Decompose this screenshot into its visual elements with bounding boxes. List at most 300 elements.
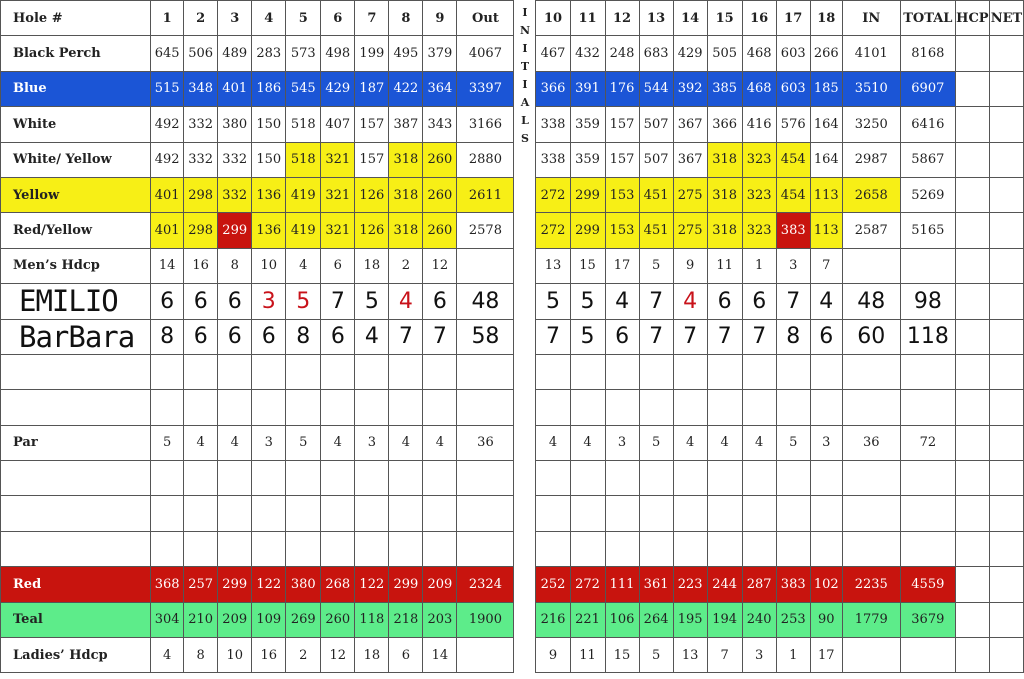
yardage-cell: 419 [286, 177, 321, 212]
blank-cell [355, 354, 389, 389]
yardage-cell: 401 [218, 71, 252, 106]
header-hole: 13 [639, 1, 673, 36]
blank-cell [389, 354, 423, 389]
in-cell [842, 248, 900, 283]
hcp-cell [955, 213, 989, 248]
yardage-cell: 122 [355, 567, 389, 602]
yardage-cell: 683 [639, 36, 673, 71]
blank-cell [955, 390, 989, 425]
yardage-cell: 7 [707, 638, 742, 673]
yardage-cell: 195 [673, 602, 707, 637]
yardage-cell: 187 [355, 71, 389, 106]
blank-cell [707, 390, 742, 425]
header-hole: 15 [707, 1, 742, 36]
blank-cell [776, 531, 810, 566]
score-cell: 4 [389, 284, 423, 319]
blank-cell [810, 461, 842, 496]
yardage-cell: 338 [536, 107, 570, 142]
blank-cell [673, 461, 707, 496]
blank-cell [776, 354, 810, 389]
yardage-cell: 4 [218, 425, 252, 460]
yardage-cell: 506 [184, 36, 218, 71]
blank-cell [252, 496, 286, 531]
yardage-cell: 573 [286, 36, 321, 71]
row-label: White [1, 107, 151, 142]
blank-cell [570, 390, 605, 425]
tee-row [1, 107, 1024, 142]
blank-cell [605, 390, 639, 425]
yardage-cell: 4 [570, 425, 605, 460]
in-cell: 2658 [842, 177, 900, 212]
yardage-cell: 4 [321, 425, 355, 460]
total-cell: 5867 [900, 142, 955, 177]
blank-cell [639, 390, 673, 425]
blank-row [1, 531, 1024, 566]
yardage-cell: 150 [252, 142, 286, 177]
yardage-cell: 299 [570, 177, 605, 212]
yardage-cell: 209 [423, 567, 457, 602]
header-hole: 2 [184, 1, 218, 36]
blank-cell [989, 390, 1023, 425]
blank-cell [321, 531, 355, 566]
blank-cell [842, 461, 900, 496]
yardage-cell: 498 [321, 36, 355, 71]
blank-cell [1, 390, 151, 425]
yardage-cell: 383 [776, 213, 810, 248]
yardage-cell: 419 [286, 213, 321, 248]
blank-cell [900, 390, 955, 425]
yardage-cell: 16 [184, 248, 218, 283]
tee-row [1, 36, 1024, 71]
blank-cell [900, 531, 955, 566]
initials-letter: I [522, 5, 528, 19]
score-cell: 4 [810, 284, 842, 319]
hcp-cell [955, 107, 989, 142]
blank-cell [389, 390, 423, 425]
blank-cell [639, 531, 673, 566]
hcp-cell [955, 602, 989, 637]
yardage-cell: 318 [389, 177, 423, 212]
yardage-cell: 495 [389, 36, 423, 71]
blank-cell [810, 354, 842, 389]
blank-cell [989, 461, 1023, 496]
yardage-cell: 318 [707, 213, 742, 248]
initials-column [514, 1, 536, 673]
yardage-cell: 323 [742, 142, 776, 177]
yardage-cell: 223 [673, 567, 707, 602]
yardage-cell: 468 [742, 36, 776, 71]
blank-row [1, 390, 1024, 425]
yardage-cell: 253 [776, 602, 810, 637]
yardage-cell: 492 [151, 142, 184, 177]
blank-cell [151, 531, 184, 566]
total-cell: 3679 [900, 602, 955, 637]
blank-cell [286, 461, 321, 496]
out-cell: 1900 [457, 602, 514, 637]
yardage-cell: 338 [536, 142, 570, 177]
score-cell: 8 [776, 319, 810, 354]
row-label: Ladies’ Hdcp [1, 638, 151, 673]
total-cell: 4559 [900, 567, 955, 602]
header-total: TOTAL [900, 1, 955, 36]
blank-cell [570, 461, 605, 496]
yardage-cell: 126 [355, 213, 389, 248]
blank-cell [457, 496, 514, 531]
blank-cell [810, 531, 842, 566]
blank-cell [900, 461, 955, 496]
yardage-cell: 4 [707, 425, 742, 460]
blank-cell [570, 354, 605, 389]
row-label: Men’s Hdcp [1, 248, 151, 283]
blank-cell [1, 461, 151, 496]
player-row [1, 319, 1024, 354]
yardage-cell: 545 [286, 71, 321, 106]
blank-cell [389, 531, 423, 566]
initials-letter: I [522, 41, 528, 55]
blank-cell [355, 531, 389, 566]
yardage-cell: 9 [536, 638, 570, 673]
blank-cell [842, 390, 900, 425]
total-cell [900, 248, 955, 283]
yardage-cell: 272 [536, 213, 570, 248]
blank-cell [900, 354, 955, 389]
header-hole: 8 [389, 1, 423, 36]
blank-cell [570, 531, 605, 566]
score-cell: 6 [252, 319, 286, 354]
blank-cell [321, 390, 355, 425]
yardage-cell: 5 [639, 425, 673, 460]
yardage-cell: 126 [355, 177, 389, 212]
hcp-cell [955, 36, 989, 71]
yardage-cell: 8 [218, 248, 252, 283]
header-in: IN [842, 1, 900, 36]
yardage-cell: 3 [742, 638, 776, 673]
header-net: NET [989, 1, 1023, 36]
yardage-cell: 318 [707, 177, 742, 212]
hcp-cell [955, 425, 989, 460]
yardage-cell: 272 [570, 567, 605, 602]
yardage-cell: 5 [639, 638, 673, 673]
blank-cell [605, 496, 639, 531]
yardage-cell: 218 [389, 602, 423, 637]
yardage-cell: 359 [570, 142, 605, 177]
header-row [1, 1, 1024, 36]
blank-cell [673, 354, 707, 389]
score-cell: 6 [742, 284, 776, 319]
header-hole: 7 [355, 1, 389, 36]
yardage-cell: 194 [707, 602, 742, 637]
blank-cell [286, 390, 321, 425]
in-cell: 1779 [842, 602, 900, 637]
score-cell: 7 [776, 284, 810, 319]
header-hole: 5 [286, 1, 321, 36]
tee-row [1, 425, 1024, 460]
yardage-cell: 298 [184, 177, 218, 212]
blank-cell [423, 531, 457, 566]
tee-row [1, 142, 1024, 177]
yardage-cell: 4 [423, 425, 457, 460]
score-cell: 6 [151, 284, 184, 319]
yardage-cell: 1 [776, 638, 810, 673]
score-cell: 6 [423, 284, 457, 319]
initials-label [514, 7, 535, 151]
yardage-cell: 1 [742, 248, 776, 283]
yardage-cell: 157 [355, 107, 389, 142]
score-cell: 7 [742, 319, 776, 354]
yardage-cell: 8 [184, 638, 218, 673]
blank-cell [810, 496, 842, 531]
blank-cell [286, 354, 321, 389]
total-cell: 6416 [900, 107, 955, 142]
header-hcp: HCP [955, 1, 989, 36]
header-hole: 3 [218, 1, 252, 36]
yardage-cell: 367 [673, 107, 707, 142]
score-cell: 5 [355, 284, 389, 319]
initials-letter: I [522, 77, 528, 91]
blank-cell [955, 496, 989, 531]
yardage-cell: 14 [151, 248, 184, 283]
blank-cell [776, 461, 810, 496]
blank-cell [151, 496, 184, 531]
score-cell: 4 [605, 284, 639, 319]
blank-cell [742, 531, 776, 566]
blank-cell [536, 496, 570, 531]
out-cell: 2324 [457, 567, 514, 602]
yardage-cell: 240 [742, 602, 776, 637]
net-cell [989, 177, 1023, 212]
blank-cell [605, 531, 639, 566]
net-cell [989, 248, 1023, 283]
in-cell: 3250 [842, 107, 900, 142]
header-hole: 16 [742, 1, 776, 36]
initials-letter: T [520, 59, 530, 73]
yardage-cell: 275 [673, 213, 707, 248]
yardage-cell: 4 [742, 425, 776, 460]
in-cell: 36 [842, 425, 900, 460]
blank-cell [639, 354, 673, 389]
score-cell: 7 [536, 319, 570, 354]
blank-cell [423, 354, 457, 389]
blank-cell [570, 496, 605, 531]
yardage-cell: 111 [605, 567, 639, 602]
hcp-cell [955, 71, 989, 106]
score-cell: 7 [707, 319, 742, 354]
blank-cell [673, 531, 707, 566]
yardage-cell: 603 [776, 71, 810, 106]
blank-cell [252, 354, 286, 389]
yardage-cell: 248 [605, 36, 639, 71]
blank-cell [321, 461, 355, 496]
total-cell [900, 638, 955, 673]
blank-cell [605, 461, 639, 496]
yardage-cell: 321 [321, 213, 355, 248]
player-name: EMILIO [1, 284, 151, 319]
yardage-cell: 366 [707, 107, 742, 142]
header-hole: 6 [321, 1, 355, 36]
in-cell [842, 638, 900, 673]
yardage-cell: 380 [218, 107, 252, 142]
blank-cell [423, 496, 457, 531]
yardage-cell: 257 [184, 567, 218, 602]
yardage-cell: 15 [570, 248, 605, 283]
score-cell: 6 [184, 284, 218, 319]
header-hole: 4 [252, 1, 286, 36]
yardage-cell: 318 [389, 213, 423, 248]
blank-cell [457, 354, 514, 389]
total-cell: 8168 [900, 36, 955, 71]
out-cell: 58 [457, 319, 514, 354]
yardage-cell: 6 [389, 638, 423, 673]
in-cell: 3510 [842, 71, 900, 106]
blank-cell [218, 390, 252, 425]
row-label: Red [1, 567, 151, 602]
yardage-cell: 269 [286, 602, 321, 637]
yardage-cell: 113 [810, 213, 842, 248]
yardage-cell: 16 [252, 638, 286, 673]
initials-letter: N [519, 23, 530, 37]
yardage-cell: 260 [423, 177, 457, 212]
yardage-cell: 13 [536, 248, 570, 283]
yardage-cell: 9 [673, 248, 707, 283]
yardage-cell: 106 [605, 602, 639, 637]
score-cell: 5 [570, 319, 605, 354]
header-hole: 9 [423, 1, 457, 36]
score-cell: 6 [184, 319, 218, 354]
yardage-cell: 383 [776, 567, 810, 602]
blank-cell [742, 354, 776, 389]
yardage-cell: 387 [389, 107, 423, 142]
blank-cell [184, 496, 218, 531]
yardage-cell: 157 [605, 142, 639, 177]
yardage-cell: 416 [742, 107, 776, 142]
blank-cell [151, 461, 184, 496]
yardage-cell: 14 [423, 638, 457, 673]
yardage-cell: 454 [776, 177, 810, 212]
blank-cell [184, 390, 218, 425]
hcp-cell [955, 248, 989, 283]
tee-row [1, 213, 1024, 248]
yardage-cell: 323 [742, 177, 776, 212]
yardage-cell: 18 [355, 248, 389, 283]
yardage-cell: 401 [151, 213, 184, 248]
yardage-cell: 3 [776, 248, 810, 283]
row-label: Yellow [1, 177, 151, 212]
net-cell [989, 319, 1023, 354]
yardage-cell: 153 [605, 213, 639, 248]
hcp-cell [955, 638, 989, 673]
yardage-cell: 185 [810, 71, 842, 106]
yardage-cell: 15 [605, 638, 639, 673]
blank-cell [989, 496, 1023, 531]
yardage-cell: 507 [639, 142, 673, 177]
yardage-cell: 451 [639, 213, 673, 248]
score-cell: 8 [151, 319, 184, 354]
yardage-cell: 3 [810, 425, 842, 460]
total-cell: 118 [900, 319, 955, 354]
hcp-cell [955, 142, 989, 177]
yardage-cell: 10 [218, 638, 252, 673]
yardage-cell: 323 [742, 213, 776, 248]
score-cell: 5 [536, 284, 570, 319]
blank-cell [842, 531, 900, 566]
blank-cell [842, 496, 900, 531]
blank-cell [218, 531, 252, 566]
blank-cell [810, 390, 842, 425]
score-cell: 7 [389, 319, 423, 354]
yardage-cell: 5 [639, 248, 673, 283]
blank-cell [151, 390, 184, 425]
yardage-cell: 343 [423, 107, 457, 142]
blank-cell [989, 531, 1023, 566]
yardage-cell: 407 [321, 107, 355, 142]
yardage-cell: 361 [639, 567, 673, 602]
yardage-cell: 122 [252, 567, 286, 602]
hcp-cell [955, 284, 989, 319]
yardage-cell: 10 [252, 248, 286, 283]
blank-cell [639, 496, 673, 531]
total-cell: 6907 [900, 71, 955, 106]
score-cell: 6 [605, 319, 639, 354]
blank-cell [1, 531, 151, 566]
yardage-cell: 366 [536, 71, 570, 106]
yardage-cell: 391 [570, 71, 605, 106]
player-name: BarBara [1, 319, 151, 354]
yardage-cell: 12 [321, 638, 355, 673]
score-cell: 8 [286, 319, 321, 354]
score-cell: 7 [639, 284, 673, 319]
yardage-cell: 109 [252, 602, 286, 637]
blank-cell [536, 390, 570, 425]
score-cell: 7 [423, 319, 457, 354]
yardage-cell: 429 [321, 71, 355, 106]
yardage-cell: 164 [810, 107, 842, 142]
yardage-cell: 244 [707, 567, 742, 602]
initials-letter: A [520, 95, 530, 109]
yardage-cell: 186 [252, 71, 286, 106]
yardage-cell: 332 [184, 107, 218, 142]
row-label: White/ Yellow [1, 142, 151, 177]
blank-cell [742, 390, 776, 425]
yardage-cell: 18 [355, 638, 389, 673]
yardage-cell: 518 [286, 107, 321, 142]
yardage-cell: 7 [810, 248, 842, 283]
yardage-cell: 164 [810, 142, 842, 177]
header-out: Out [457, 1, 514, 36]
tee-row [1, 638, 1024, 673]
yardage-cell: 4 [184, 425, 218, 460]
player-row [1, 284, 1024, 319]
blank-cell [355, 390, 389, 425]
yardage-cell: 3 [605, 425, 639, 460]
blank-cell [989, 354, 1023, 389]
yardage-cell: 264 [639, 602, 673, 637]
yardage-cell: 318 [707, 142, 742, 177]
blank-cell [673, 496, 707, 531]
net-cell [989, 107, 1023, 142]
yardage-cell: 266 [810, 36, 842, 71]
yardage-cell: 260 [321, 602, 355, 637]
yardage-cell: 368 [151, 567, 184, 602]
header-hole: 18 [810, 1, 842, 36]
yardage-cell: 283 [252, 36, 286, 71]
yardage-cell: 4 [389, 425, 423, 460]
blank-cell [955, 354, 989, 389]
out-cell: 3397 [457, 71, 514, 106]
yardage-cell: 392 [673, 71, 707, 106]
yardage-cell: 515 [151, 71, 184, 106]
yardage-cell: 299 [218, 567, 252, 602]
yardage-cell: 603 [776, 36, 810, 71]
